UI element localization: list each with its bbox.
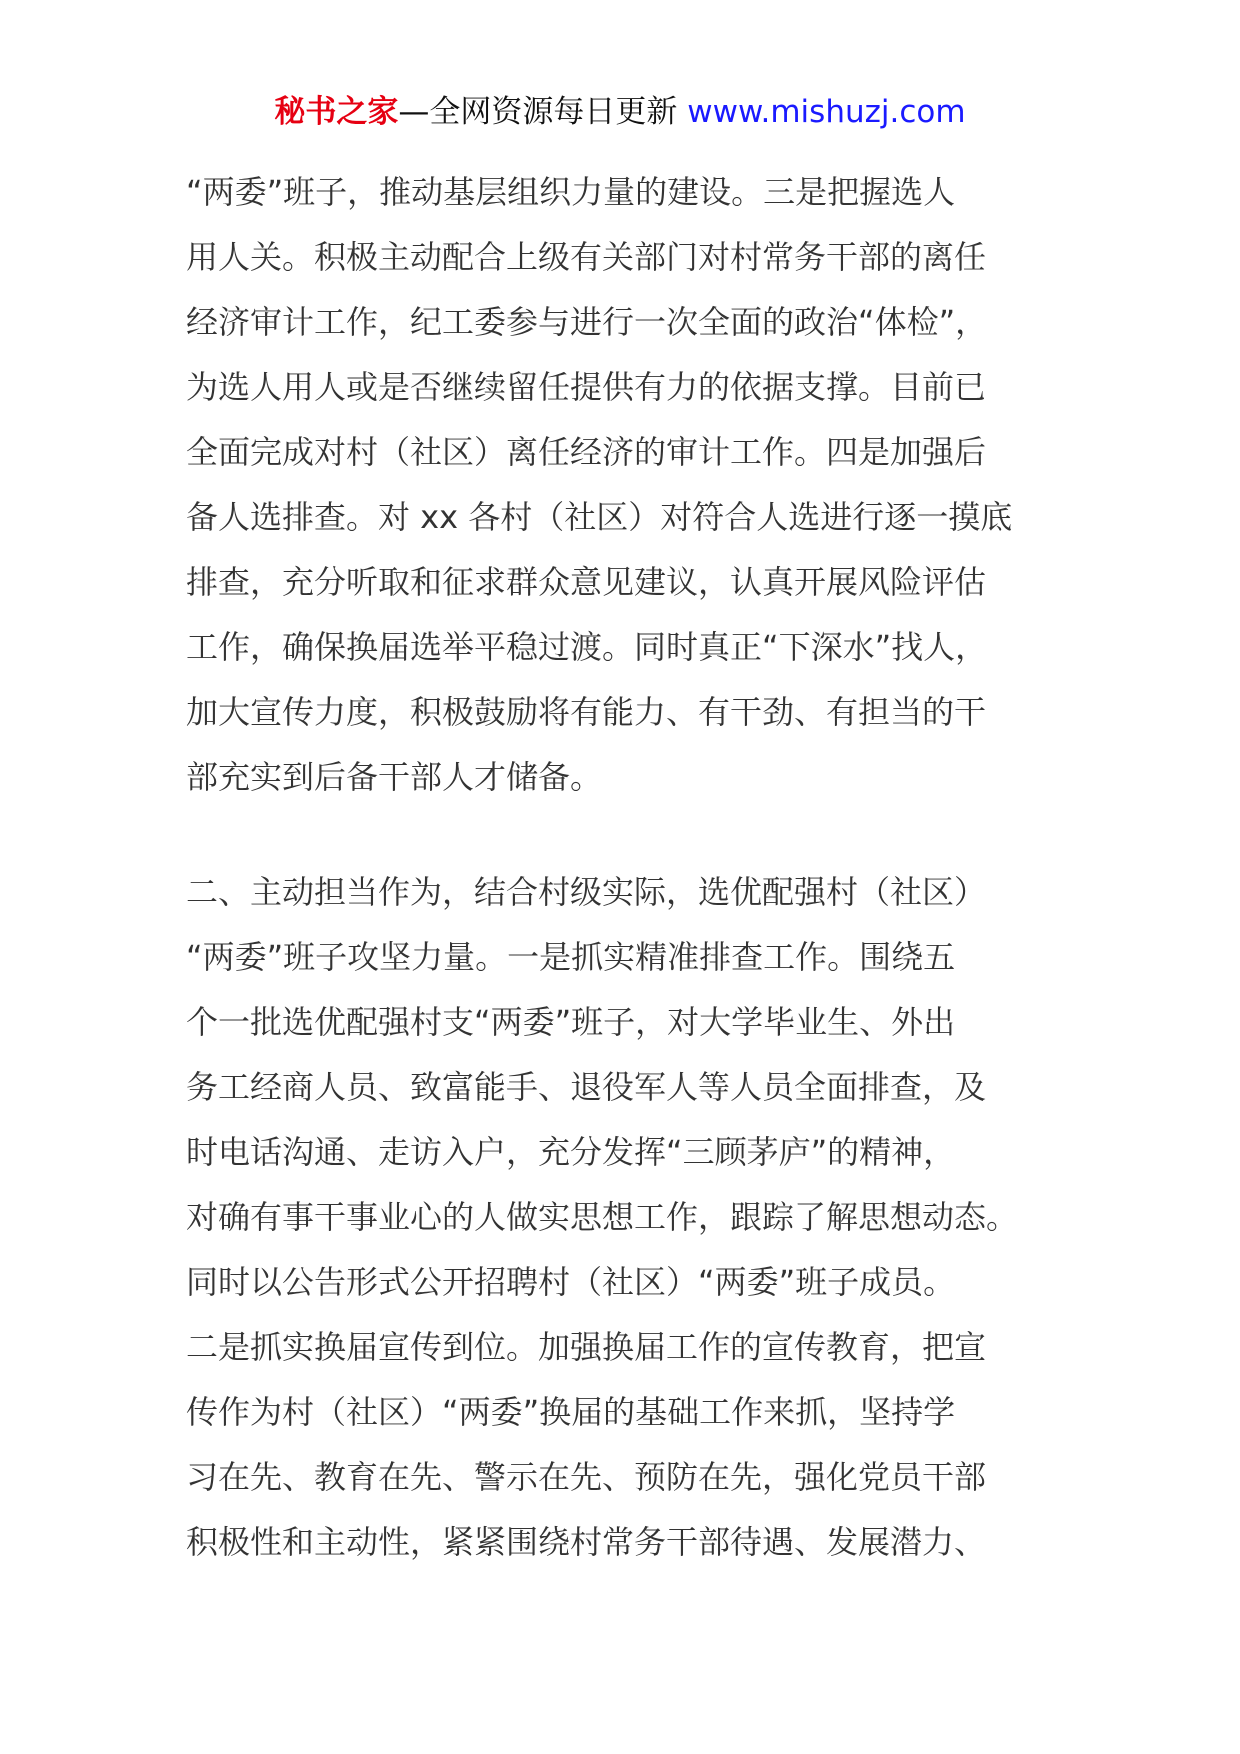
site-url-link[interactable]: www.mishuzj.com — [687, 94, 966, 130]
text-line: 备人选排查。对 xx 各村（社区）对符合人选进行逐一摸底 — [186, 498, 1013, 536]
site-tagline: —全网资源每日更新 — [398, 94, 688, 130]
text-line: 加大宣传力度，积极鼓励将有能力、有干劲、有担当的干 — [186, 693, 987, 731]
text-line: “两委”班子攻坚力量。一是抓实精准排查工作。围绕五 — [186, 938, 956, 976]
text-line: 经济审计工作，纪工委参与进行一次全面的政治“体检”， — [186, 303, 988, 341]
paragraph-1 — [186, 160, 1066, 810]
text-line: 工作，确保换届选举平稳过渡。同时真正“下深水”找人， — [186, 628, 988, 666]
text-line: 个一批选优配强村支“两委”班子，对大学毕业生、外出 — [186, 1003, 956, 1041]
site-header — [0, 92, 1240, 132]
text-line: 习在先、教育在先、警示在先、预防在先，强化党员干部 — [186, 1458, 987, 1496]
text-line: “两委”班子，推动基层组织力量的建设。三是把握选人 — [186, 173, 956, 211]
text-line: 务工经商人员、致富能手、退役军人等人员全面排查，及 — [186, 1068, 987, 1106]
paragraph-2 — [186, 860, 1066, 1575]
text-line: 部充实到后备干部人才储备。 — [186, 758, 603, 796]
document-body — [186, 160, 1066, 1575]
text-line: 传作为村（社区）“两委”换届的基础工作来抓，坚持学 — [186, 1393, 956, 1431]
text-line: 时电话沟通、走访入户，充分发挥“三顾茅庐”的精神， — [186, 1133, 956, 1171]
text-line: 二、主动担当作为，结合村级实际，选优配强村（社区） — [186, 873, 987, 911]
text-line: 排查，充分听取和征求群众意见建议，认真开展风险评估 — [186, 563, 987, 601]
text-line: 积极性和主动性，紧紧围绕村常务干部待遇、发展潜力、 — [186, 1523, 987, 1561]
text-line: 二是抓实换届宣传到位。加强换届工作的宣传教育，把宣 — [186, 1328, 987, 1366]
text-line: 用人关。积极主动配合上级有关部门对村常务干部的离任 — [186, 238, 987, 276]
site-brand: 秘书之家 — [274, 94, 399, 130]
text-line: 全面完成对村（社区）离任经济的审计工作。四是加强后 — [186, 433, 987, 471]
text-line: 同时以公告形式公开招聘村（社区）“两委”班子成员。 — [186, 1263, 956, 1301]
text-line: 为选人用人或是否继续留任提供有力的依据支撑。目前已 — [186, 368, 987, 406]
text-line: 对确有事干事业心的人做实思想工作，跟踪了解思想动态。 — [186, 1198, 1019, 1236]
paragraph-gap — [186, 810, 1066, 860]
